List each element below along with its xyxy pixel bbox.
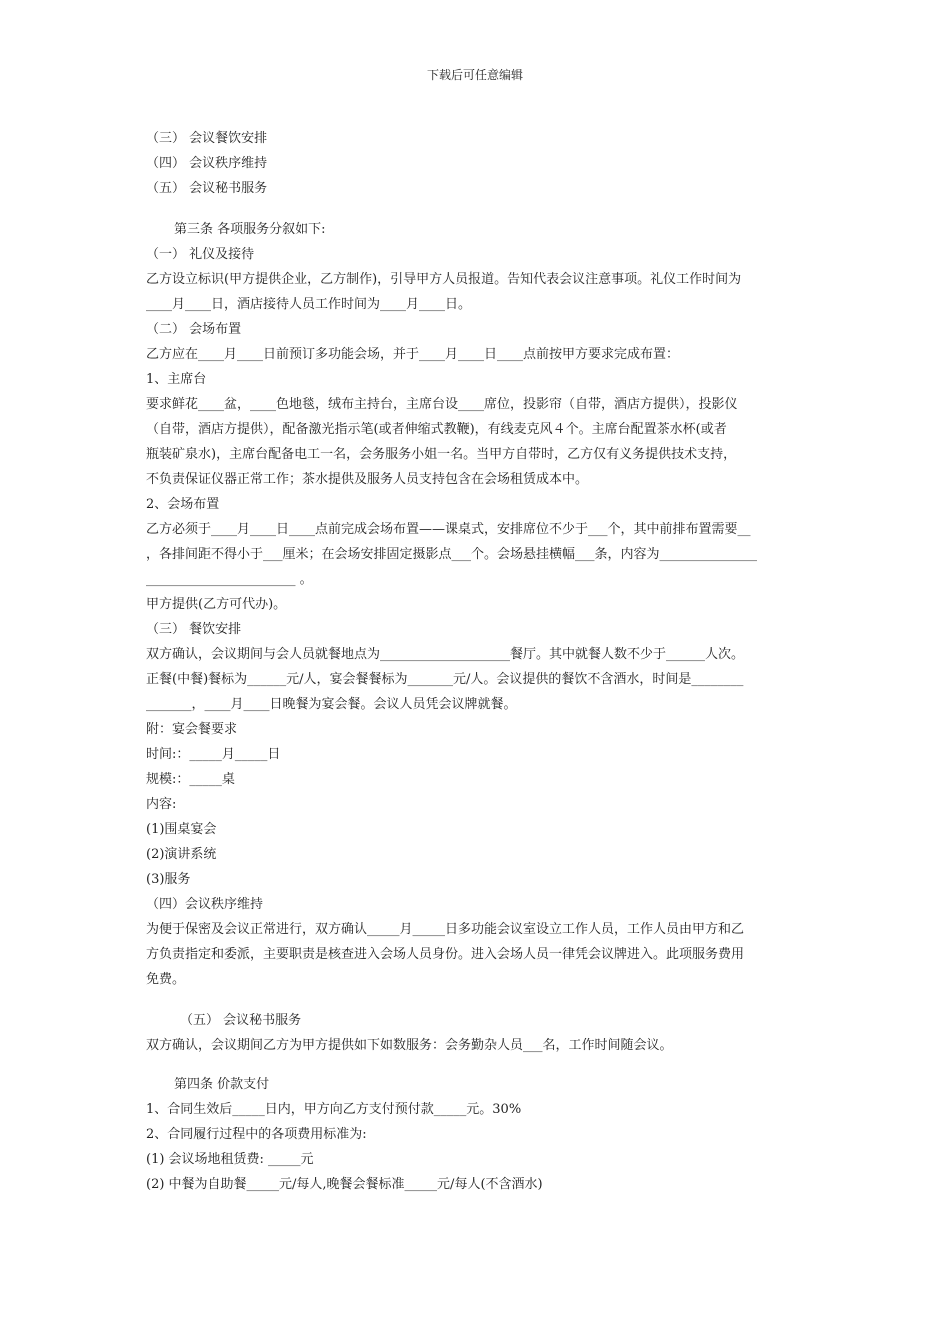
paragraph-line: 乙方应在____月____日前预订多功能会场，并于____月____日____点前按甲方要求完成布置： xyxy=(146,347,680,362)
article-4-heading: 第四条 价款支付 xyxy=(174,1077,270,1092)
paragraph-line: 乙方设立标识(甲方提供企业，乙方制作)，引导甲方人员报道。告知代表会议注意事项。礼仪工作时间为 xyxy=(146,272,742,287)
paragraph-line: 乙方必须于____月____日____点前完成会场布置——课桌式，安排席位不少于___个，其中前排布置需要__ xyxy=(146,522,751,537)
paragraph-line: _______________________ 。 xyxy=(146,572,313,587)
section-dining-heading: （三） 餐饮安排 xyxy=(146,622,242,637)
paragraph-line: ，各排间距不得小于___厘米；在会场安排固定摄影点___个。会场悬挂横幅___条，内容为_______________ xyxy=(146,547,758,562)
article-3-heading: 第三条 各项服务分叙如下: xyxy=(174,222,326,237)
banquet-requirements-label: 附：宴会餐要求 xyxy=(146,722,238,737)
banquet-scale: 规模:：_____桌 xyxy=(146,772,235,787)
payment-item: 2、合同履行过程中的各项费用标准为: xyxy=(146,1127,367,1142)
paragraph-line: 要求鲜花____盆，____色地毯，绒布主持台，主席台设____席位，投影帘（自带，酒店方提供），投影仪 xyxy=(146,397,738,412)
section-venue-heading: （二） 会场布置 xyxy=(146,322,242,337)
fee-item: (1) 会议场地租赁费: _____元 xyxy=(146,1152,314,1167)
subheading-rostrum: 1、主席台 xyxy=(146,372,207,387)
paragraph-line: 方负责指定和委派，主要职责是核查进入会场人员身份。进入会场人员一律凭会议牌进入。此项服务费用 xyxy=(146,947,745,962)
subheading-venue-layout: 2、会场布置 xyxy=(146,497,220,512)
payment-item: 1、合同生效后_____日内，甲方向乙方支付预付款_____元。30% xyxy=(146,1102,522,1117)
paragraph-line: 不负责保证仪器正常工作；茶水提供及服务人员支持包含在会场租赁成本中。 xyxy=(146,472,589,487)
list-item: (1)围桌宴会 xyxy=(146,822,217,837)
banquet-time: 时间:：_____月_____日 xyxy=(146,747,281,762)
section-secretary-heading: （五） 会议秘书服务 xyxy=(180,1013,302,1028)
paragraph-line: 免费。 xyxy=(146,972,186,987)
paragraph-line: 双方确认，会议期间乙方为甲方提供如下如数服务：会务勤杂人员___名，工作时间随会议。 xyxy=(146,1038,673,1053)
outline-item-order: （四） 会议秩序维持 xyxy=(146,156,268,171)
paragraph-line: （自带，酒店方提供），配备激光指示笔(或者伸缩式教鞭)，有线麦克风４个。主席台配置茶水杯(或者 xyxy=(146,422,727,437)
document-body xyxy=(146,126,810,1197)
section-order-heading: （四）会议秩序维持 xyxy=(146,897,264,912)
section-etiquette-heading: （一） 礼仪及接待 xyxy=(146,247,255,262)
outline-item-secretary: （五） 会议秘书服务 xyxy=(146,181,268,196)
paragraph-line: 双方确认，会议期间与会人员就餐地点为____________________餐厅。其中就餐人数不少于______人次。 xyxy=(146,647,745,662)
paragraph-line: 甲方提供(乙方可代办)。 xyxy=(146,597,287,612)
paragraph-line: 为便于保密及会议正常进行，双方确认_____月_____日多功能会议室设立工作人员，工作人员由甲方和乙 xyxy=(146,922,745,937)
paragraph-line: ____月____日，酒店接待人员工作时间为____月____日。 xyxy=(146,297,472,312)
outline-item-dining: （三） 会议餐饮安排 xyxy=(146,131,268,146)
banquet-content-label: 内容: xyxy=(146,797,177,812)
paragraph-line: 瓶装矿泉水)，主席台配备电工一名，会务服务小姐一名。当甲方自带时，乙方仅有义务提供技术支持， xyxy=(146,447,737,462)
fee-item: (2) 中餐为自助餐_____元/每人,晚餐会餐标准_____元/每人(不含酒水) xyxy=(146,1177,543,1192)
page-header: 下载后可任意编辑 xyxy=(426,68,523,82)
list-item: (2)演讲系统 xyxy=(146,847,217,862)
paragraph-line: _______，____月____日晚餐为宴会餐。会议人员凭会议牌就餐。 xyxy=(146,697,517,712)
list-item: (3)服务 xyxy=(146,872,191,887)
paragraph-line: 正餐(中餐)餐标为______元/人，宴会餐餐标为_______元/人。会议提供的餐饮不含酒水，时间是________ xyxy=(146,672,744,687)
